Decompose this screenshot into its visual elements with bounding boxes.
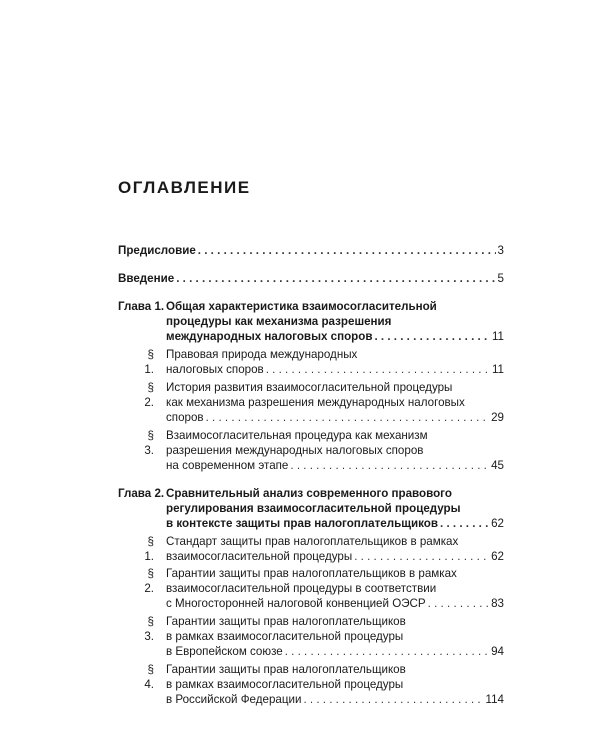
- entry-title-line: Стандарт защиты прав налогоплательщиков в рамках: [166, 535, 459, 548]
- leader-dots: [303, 692, 483, 707]
- leader-dots: [285, 644, 489, 659]
- toc-entry-ch1-s3[interactable]: [166, 428, 504, 473]
- toc-entry-ch2-s3[interactable]: [166, 614, 504, 659]
- entry-title-line: Сравнительный анализ современного правового: [166, 487, 452, 500]
- section-label: § 1.: [144, 348, 154, 376]
- page-number: 5: [497, 272, 504, 285]
- page-number: 62: [491, 550, 504, 563]
- toc-entry-ch2-s4[interactable]: [166, 662, 504, 707]
- leader-dots: [206, 410, 490, 425]
- leader-dots: [374, 329, 489, 344]
- page-number: 94: [491, 645, 504, 658]
- entry-title-line: История развития взаимосогласительной процедуры: [166, 381, 453, 394]
- chapter-2-label: Глава 2.: [118, 487, 165, 500]
- entry-title-line: в Европейском союзе: [166, 645, 283, 658]
- entry-title: Введение: [118, 272, 175, 285]
- chapter-1-label: Глава 1.: [118, 300, 165, 313]
- toc-entry-chapter-1[interactable]: [166, 299, 504, 344]
- entry-title-line: споров: [166, 411, 204, 424]
- entry-title-line: процедуры как механизма разрешения: [166, 315, 392, 328]
- leader-dots: [440, 516, 489, 531]
- leader-dots: [176, 271, 495, 286]
- toc-entry-chapter-2[interactable]: [166, 486, 504, 531]
- entry-title-line: разрешения международных налоговых споров: [166, 444, 424, 457]
- entry-title-line: взаимосогласительной процедуры в соответствии: [166, 582, 437, 595]
- toc-entry-ch1-s1[interactable]: [166, 347, 504, 377]
- entry-title-line: регулирования взаимосогласительной процедуры: [166, 502, 461, 515]
- section-label: § 1.: [144, 535, 154, 563]
- section-label: § 2.: [144, 567, 154, 595]
- toc-entry-ch1-s2[interactable]: [166, 380, 504, 425]
- entry-title: Предисловие: [118, 244, 196, 257]
- page-number: 83: [491, 597, 504, 610]
- toc-entry-ch2-s2[interactable]: [166, 566, 504, 611]
- page-number: 29: [491, 411, 504, 424]
- entry-title-line: Правовая природа международных: [166, 348, 358, 361]
- toc-heading: ОГЛАВЛЕНИЕ: [118, 178, 251, 197]
- page-number: 11: [491, 363, 504, 376]
- page-number: 45: [491, 459, 504, 472]
- leader-dots: [198, 243, 496, 258]
- entry-title-line: Гарантии защиты прав налогоплательщиков в рамках: [166, 567, 457, 580]
- entry-title-line: Гарантии защиты прав налогоплательщиков: [166, 663, 406, 676]
- entry-title-line: в рамках взаимосогласительной процедуры: [166, 630, 404, 643]
- leader-dots: [354, 549, 489, 564]
- entry-title-line: Взаимосогласительная процедура как механизм: [166, 429, 428, 442]
- entry-title-line: в рамках взаимосогласительной процедуры: [166, 678, 404, 691]
- toc-entry-preface[interactable]: [118, 243, 504, 258]
- toc-entry-ch2-s1[interactable]: [166, 534, 504, 564]
- entry-title-line: в Российской Федерации: [166, 693, 302, 706]
- section-label: § 3.: [144, 429, 154, 457]
- leader-dots: [266, 362, 490, 377]
- entry-title-line: международных налоговых споров: [166, 330, 373, 343]
- entry-title-line: налоговых споров: [166, 363, 264, 376]
- entry-title-line: на современном этапе: [166, 459, 289, 472]
- entry-title-line: взаимосогласительной процедуры: [166, 550, 353, 563]
- page-number: 11: [491, 330, 504, 343]
- entry-title-line: Общая характеристика взаимосогласительной: [166, 300, 437, 313]
- leader-dots: [428, 596, 489, 611]
- entry-title-line: Гарантии защиты прав налогоплательщиков: [166, 615, 406, 628]
- toc-entry-intro[interactable]: [118, 271, 504, 286]
- section-label: § 3.: [144, 615, 154, 643]
- entry-title-line: с Многосторонней налоговой конвенцией ОЭСР: [166, 597, 426, 610]
- entry-title-line: как механизма разрешения международных налоговых: [166, 396, 465, 409]
- leader-dots: [290, 458, 489, 473]
- page-number: 62: [491, 517, 504, 530]
- section-label: § 4.: [144, 663, 154, 691]
- section-label: § 2.: [144, 381, 154, 409]
- entry-title-line: в контексте защиты прав налогоплательщиков: [166, 517, 439, 530]
- page-number: 114: [485, 693, 504, 706]
- page-number: 3: [497, 244, 504, 257]
